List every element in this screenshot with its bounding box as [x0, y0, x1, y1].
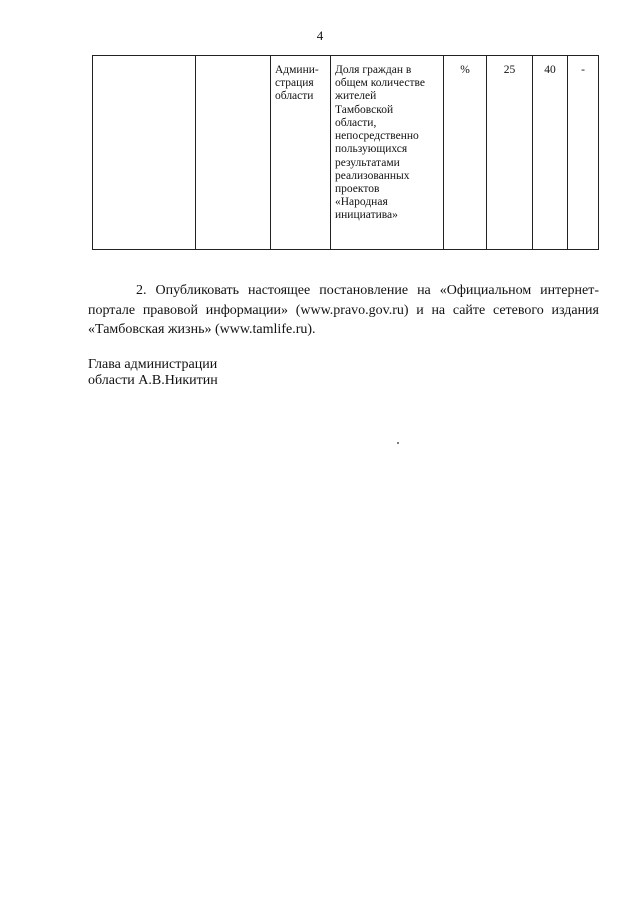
table-cell-indicator: [331, 56, 444, 250]
indicator-line: Тамбовской: [335, 103, 394, 116]
table-cell-unit: %: [444, 56, 487, 250]
executor-line: страция: [275, 77, 314, 90]
table-cell-empty-1: [93, 56, 196, 250]
table-row: [93, 56, 599, 250]
indicator-line: «Народная: [335, 196, 388, 209]
scan-speck: [397, 442, 399, 444]
indicator-line: результатами: [335, 156, 400, 169]
executor-line: Админи-: [275, 64, 319, 76]
indicator-line: инициатива»: [335, 209, 398, 222]
table-cell-empty-2: [196, 56, 271, 250]
indicator-line: Доля граждан в: [335, 64, 412, 76]
signature-name: области А.В.Никитин: [88, 373, 218, 388]
indicator-line: области,: [335, 116, 377, 129]
table-cell-value-1: 25: [487, 56, 533, 250]
table-cell-executor: [271, 56, 331, 250]
indicators-table: [92, 55, 599, 250]
indicator-line: общем количестве: [335, 77, 425, 90]
executor-line: области: [275, 90, 314, 103]
publication-paragraph: 2. Опубликовать настоящее постановление на «Официальном интернет-портале правовой информации» (www.pravo.gov.ru) и на сайте сетевого издания «Тамбовская жизнь» (www.tamlife.ru).: [88, 283, 599, 337]
indicator-line: пользующихся: [335, 143, 408, 156]
indicator-line: жителей: [335, 90, 377, 103]
indicator-line: непосредственно: [335, 130, 419, 143]
table-cell-value-2: 40: [533, 56, 568, 250]
signature-block: [88, 357, 218, 389]
indicator-line: реализованных: [335, 169, 410, 182]
signature-title: Глава администрации: [88, 357, 218, 372]
indicator-line: проектов: [335, 182, 380, 195]
page-number: 4: [316, 28, 324, 43]
table-cell-value-3: -: [568, 56, 599, 250]
